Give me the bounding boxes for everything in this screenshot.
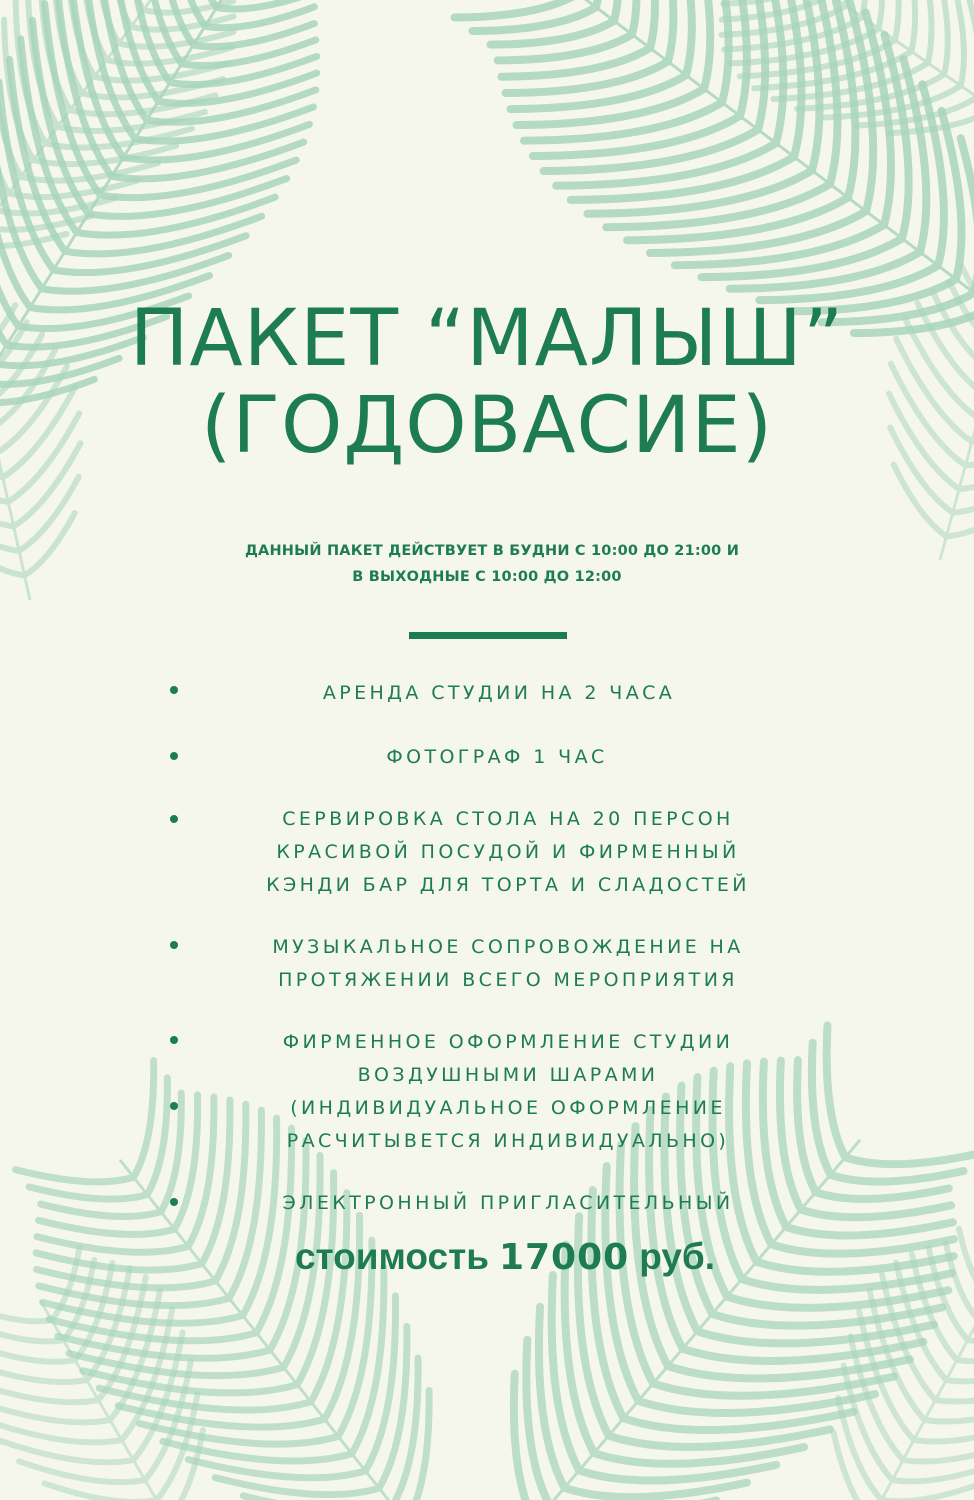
item-table-setting-line-3: КЭНДИ БАР ДЛЯ ТОРТА И СЛАДОСТЕЙ <box>266 874 750 896</box>
item-decor-line-3: (ИНДИВИДУАЛЬНОЕ ОФОРМЛЕНИЕ <box>290 1097 726 1119</box>
item-studio-rental: АРЕНДА СТУДИИ НА 2 ЧАСА <box>322 682 676 704</box>
item-invitation: ЭЛЕКТРОННЫЙ ПРИГЛАСИТЕЛЬНЫЙ <box>282 1192 734 1214</box>
package-subtitle-title: (ГОДОВАСИЕ) <box>200 381 774 471</box>
item-photographer: ФОТОГРАФ 1 ЧАС <box>386 746 608 768</box>
item-table-setting-line-1: СЕРВИРОВКА СТОЛА НА 20 ПЕРСОН <box>282 808 734 830</box>
price-currency: руб. <box>639 1236 716 1277</box>
item-table-setting-line-2: КРАСИВОЙ ПОСУДОЙ И ФИРМЕННЫЙ <box>276 841 740 863</box>
price-amount: 17000 <box>498 1237 630 1278</box>
item-music-line-1: МУЗЫКАЛЬНОЕ СОПРОВОЖДЕНИЕ НА <box>272 936 744 958</box>
schedule-note-line-2: В ВЫХОДНЫЕ С 10:00 ДО 12:00 <box>352 569 622 585</box>
item-decor-line-2: ВОЗДУШНЫМИ ШАРАМИ <box>357 1064 659 1086</box>
palm-leaf <box>454 0 974 333</box>
item-decor-line-4: РАСЧИТЫВЕТСЯ ИНДИВИДУАЛЬНО) <box>286 1130 730 1152</box>
price-line <box>0 1236 974 1278</box>
package-title: ПАКЕТ “МАЛЫШ” <box>129 294 845 384</box>
item-music-line-2: ПРОТЯЖЕНИИ ВСЕГО МЕРОПРИЯТИЯ <box>278 969 738 991</box>
price-label: стоимость <box>294 1236 489 1277</box>
divider <box>409 632 567 639</box>
schedule-note-line-1: ДАННЫЙ ПАКЕТ ДЕЙСТВУЕТ В БУДНИ С 10:00 ДО 21:00 И <box>244 543 740 559</box>
item-decor-line-1: ФИРМЕННОЕ ОФОРМЛЕНИЕ СТУДИИ <box>282 1031 734 1053</box>
